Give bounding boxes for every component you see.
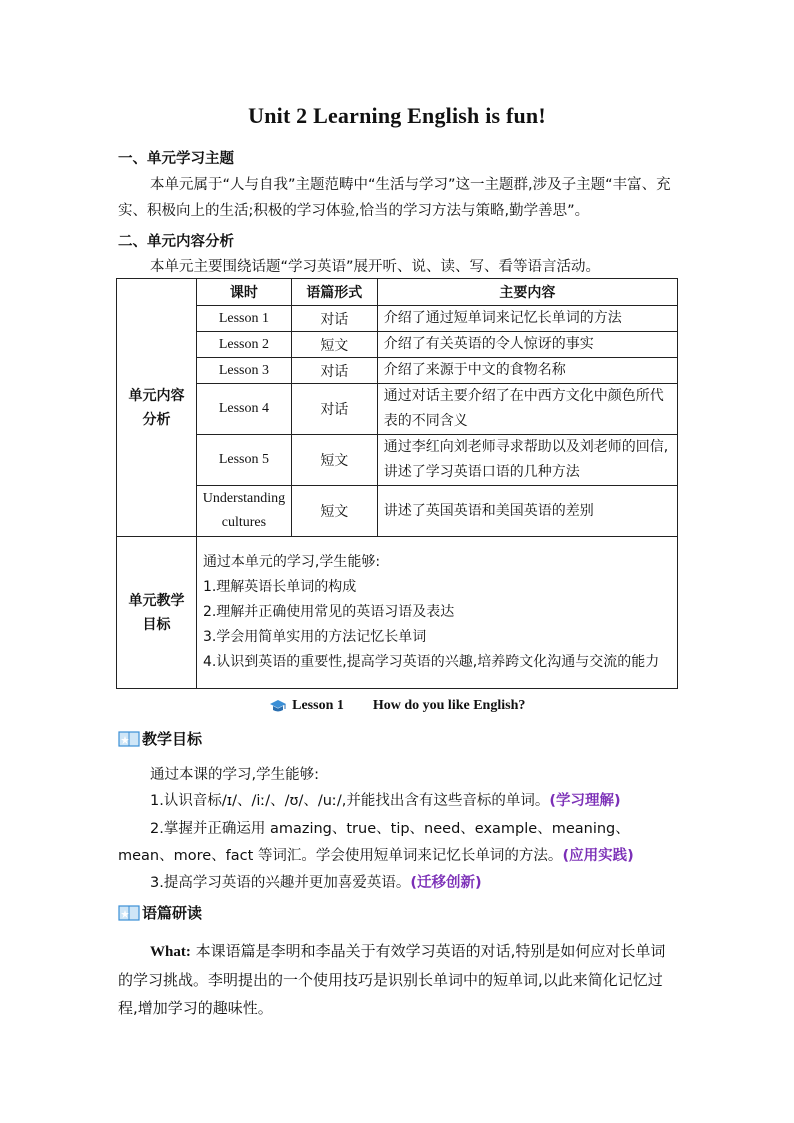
table-row [117, 306, 678, 332]
lesson-cell: Lesson 4 [196, 384, 291, 435]
content-cell: 通过李红向刘老师寻求帮助以及刘老师的回信,讲述了学习英语口语的几种方法 [377, 435, 677, 486]
content-cell: 通过对话主要介绍了在中西方文化中颜色所代表的不同含义 [377, 384, 677, 435]
form-cell: 对话 [291, 358, 377, 384]
col-header-content: 主要内容 [377, 279, 677, 306]
content-cell: 介绍了来源于中文的食物名称 [377, 358, 677, 384]
section-2-body: 本单元主要围绕话题“学习英语”展开听、说、读、写、看等语言活动。 [150, 259, 601, 275]
content-cell: 介绍了有关英语的令人惊讶的事实 [377, 332, 677, 358]
goal-tag: (学习理解) [549, 793, 621, 809]
lesson-name: How do you like English? [372, 698, 526, 713]
form-cell: 短文 [291, 435, 377, 486]
text-study-heading: 语篇研读 [118, 902, 202, 923]
table-row [117, 332, 678, 358]
goal-line: 1.理解英语长单词的构成 [202, 579, 357, 595]
table-row [117, 384, 678, 435]
goal-tag: (迁移创新) [410, 875, 482, 891]
unit-content-table [116, 278, 678, 689]
form-cell: 对话 [291, 306, 377, 332]
form-cell: 短文 [291, 486, 377, 537]
teaching-goals-intro: 通过本课的学习,学生能够: [150, 767, 319, 783]
section-1-body: 本单元属于“人与自我”主题范畴中“生活与学习”这一主题群,涉及子主题“丰富、充实、积极向上的生活;积极的学习体验,恰当的学习方法与策略,勤学善思”。 [118, 177, 671, 219]
teaching-goals-heading: 教学目标 [118, 728, 202, 749]
goal-line: 2.理解并正确使用常见的英语习语及表达 [202, 604, 455, 620]
lesson-cell: Lesson 1 [196, 306, 291, 332]
teaching-goal-3: 3.提高学习英语的兴趣并更加喜爱英语。(迁移创新) [150, 875, 482, 891]
unit-title: Unit 2 Learning English is fun! [248, 103, 546, 128]
section-2-heading: 二、单元内容分析 [118, 234, 234, 250]
book-icon [118, 730, 140, 748]
what-label: What: [150, 944, 191, 960]
table-row [117, 486, 678, 537]
col-header-lesson: 课时 [196, 279, 291, 306]
goals-cell [196, 537, 677, 689]
text-study-what: What: 本课语篇是李明和李晶关于有效学习英语的对话,特别是如何应对长单词的学习挑战。李明提出的一个使用技巧是识别长单词中的短单词,以此来简化记忆过程,增加学习的趣味性。 [118, 942, 666, 1017]
teaching-goal-2: 2.掌握并正确运用 amazing、true、tip、need、example、meaning、mean、more、fact 等词汇。学会使用短单词来记忆长单词的方法。(应用实践) [118, 821, 634, 864]
content-cell: 介绍了通过短单词来记忆长单词的方法 [377, 306, 677, 332]
analysis-row-header: 单元内容分析 [117, 279, 197, 537]
lesson-cell: Lesson 5 [196, 435, 291, 486]
lesson-1-title [0, 698, 794, 714]
lesson-label: Lesson 1 [292, 698, 344, 713]
goal-tag: (应用实践) [562, 848, 634, 864]
table-row [117, 358, 678, 384]
graduation-cap-icon [269, 699, 287, 713]
lesson-cell: Understanding cultures [196, 486, 291, 537]
goal-line: 通过本单元的学习,学生能够: [202, 554, 381, 570]
book-icon [118, 904, 140, 922]
content-cell: 讲述了英国英语和美国英语的差别 [377, 486, 677, 537]
form-cell: 对话 [291, 384, 377, 435]
teaching-goal-1: 1.认识音标/ɪ/、/iː/、/ʊ/、/uː/,并能找出含有这些音标的单词。(学习理解) [150, 793, 621, 809]
goals-row-header: 单元教学目标 [117, 537, 197, 689]
col-header-form: 语篇形式 [291, 279, 377, 306]
table-row [117, 435, 678, 486]
lesson-cell: Lesson 2 [196, 332, 291, 358]
section-1-heading: 一、单元学习主题 [118, 151, 234, 167]
form-cell: 短文 [291, 332, 377, 358]
goal-line: 3.学会用简单实用的方法记忆长单词 [202, 629, 427, 645]
lesson-cell: Lesson 3 [196, 358, 291, 384]
goal-line: 4.认识到英语的重要性,提高学习英语的兴趣,培养跨文化沟通与交流的能力 [202, 654, 660, 670]
